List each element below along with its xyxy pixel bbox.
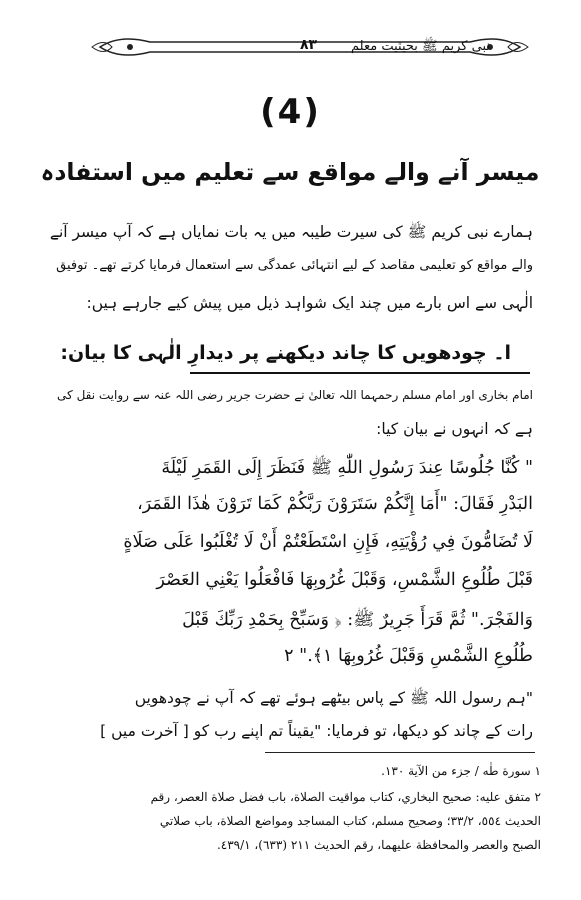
- hadith-line: البَدْرِ فَقَالَ: "أَمَا إِنَّكُمْ سَتَرَوْنَ رَبَّكُمْ كَمَا تَرَوْنَ هٰذَا القَمَرَ،: [137, 494, 533, 514]
- footnote: ٢ متفق عليه: صحيح البخاري، كتاب مواقيت الصلاة، باب فضل صلاة العصر، رقم: [150, 790, 541, 804]
- footnote: الصبح والعصر والمحافظة عليهما، رقم الحديث ٢١١ (٦٣٣)، ٤٣٩/١.: [216, 838, 541, 852]
- footnote: الحديث ٥٥٤، ٣٣/٢؛ وصحيح مسلم، كتاب المساجد ومواضع الصلاة، باب صلاتي: [159, 814, 541, 828]
- chapter-number: (4): [260, 92, 321, 132]
- section-heading: ا۔ چودھویں کا چاند دیکھنے پر دیدارِ الٰہی کا بیان:: [60, 342, 511, 364]
- chapter-title: میسر آنے والے مواقع سے تعلیم میں استفادہ: [40, 158, 540, 186]
- hadith-line: وَالفَجْرَ." ثُمَّ قَرَأَ جَرِيرٌ ﷺ: ﴿ وَسَبِّحْ بِحَمْدِ رَبِّكَ قَبْلَ: [182, 610, 533, 630]
- hadith-line: " كُنَّا جُلُوسًا عِندَ رَسُولِ اللّٰهِ ﷺ فَنَظَرَ إِلَى القَمَرِ لَيْلَةَ: [161, 458, 533, 478]
- page-number: ٨٣: [300, 37, 318, 53]
- running-header-title: نبی کریم ﷺ بحیثیت معلم: [351, 39, 490, 54]
- intro-line: ہمارے نبی کریم ﷺ کی سیرت طیبہ میں یہ بات نمایاں ہے کہ آپ میسر آنے: [49, 223, 533, 241]
- hadith-line: لَا تُضَامُّونَ فِي رُؤْيَتِهِ، فَإِنِ اسْتَطَعْتُمْ أَنْ لَا تُغْلَبُوا عَلَى صَلَاةٍ: [123, 532, 533, 552]
- page-header: [90, 32, 530, 62]
- translation-line: "ہم رسول اللہ ﷺ کے پاس بیٹھے ہوئے تھے کہ آپ نے چودھویں: [134, 689, 533, 707]
- intro-line: والے مواقع کو تعلیمی مقاصد کے لیے انتہائی عمدگی سے استعمال فرمایا کرتے تھے۔ توفیق: [56, 258, 533, 273]
- intro-line: الٰہی سے اس بارے میں چند ایک شواہد ذیل میں پیش کیے جارہے ہیں:: [86, 294, 533, 312]
- hadith-line: قَبْلَ طُلُوعِ الشَّمْسِ، وَقَبْلَ غُرُوبِهَا فَافْعَلُوا يَعْنِي العَصْرَ: [156, 570, 533, 590]
- translation-line: رات کے چاند کو دیکھا، تو فرمایا: "یقیناً تم اپنے رب کو [ آخرت میں ]: [100, 722, 533, 740]
- hadith-line: طُلُوعِ الشَّمْسِ وَقَبْلَ غُرُوبِهَا ١﴾." ٢: [284, 646, 533, 666]
- narration-line: امام بخاری اور امام مسلم رحمہما اللہ تعالیٰ نے حضرت جریر رضی اللہ عنہ سے روایت نقل کی: [57, 388, 533, 402]
- footnote: ١ سورة طٰه / جزء من الآية ١٣٠.: [381, 764, 541, 778]
- footnote-separator: [265, 752, 535, 753]
- narration-line: ہے کہ انہوں نے بیان کیا:: [376, 420, 533, 438]
- section-underline: [190, 372, 530, 374]
